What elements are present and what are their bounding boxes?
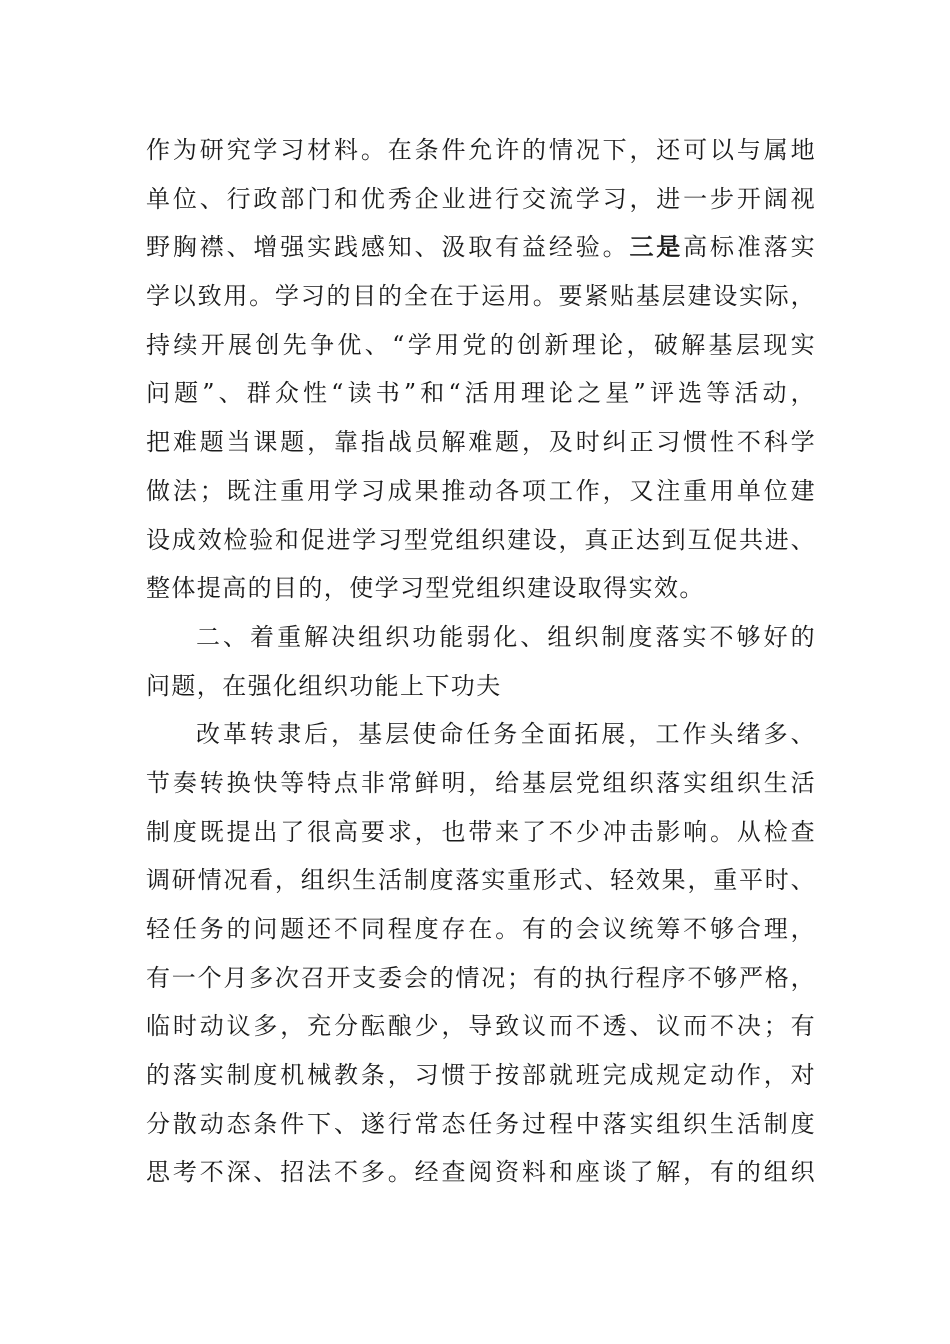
text-line: 把难题当课题，靠指战员解难题，及时纠正习惯性不科学 bbox=[146, 428, 816, 457]
text-line: 有一个月多次召开支委会的情况；有的执行程序不够严格， bbox=[146, 963, 816, 992]
heading-line: 二、着重解决组织功能弱化、组织制度落实不够好的 bbox=[196, 622, 816, 651]
text-run: 野胸襟、增强实践感知、汲取有益经验。 bbox=[146, 233, 630, 262]
bold-keyword: 三是 bbox=[629, 232, 684, 262]
text-line: 作为研究学习材料。在条件允许的情况下，还可以与属地 bbox=[146, 136, 816, 164]
heading-line: 问题，在强化组织功能上下功夫 bbox=[146, 671, 502, 700]
paragraph-study-practice bbox=[146, 126, 816, 613]
text-line: 整体提高的目的，使学习型党组织建设取得实效。 bbox=[146, 574, 705, 603]
text-line bbox=[146, 223, 816, 272]
section-heading-two bbox=[146, 613, 816, 710]
text-line: 持续开展创先争优、“学用党的创新理论，破解基层现实 bbox=[146, 330, 816, 359]
document-page bbox=[146, 126, 816, 1197]
text-run: 高标准落实 bbox=[683, 233, 816, 262]
text-line: 临时动议多，充分酝酿少，导致议而不透、议而不决；有 bbox=[146, 1012, 816, 1041]
text-line: 问题”、群众性“读书”和“活用理论之星”评选等活动， bbox=[146, 379, 816, 408]
text-line: 单位、行政部门和优秀企业进行交流学习，进一步开阔视 bbox=[146, 184, 816, 213]
text-line: 设成效检验和促进学习型党组织建设，真正达到互促共进、 bbox=[146, 525, 816, 554]
text-line: 思考不深、招法不多。经查阅资料和座谈了解，有的组织 bbox=[146, 1158, 816, 1187]
text-line: 轻任务的问题还不同程度存在。有的会议统筹不够合理， bbox=[146, 915, 816, 943]
text-line: 的落实制度机械教条，习惯于按部就班完成规定动作，对 bbox=[146, 1061, 816, 1090]
text-line: 节奏转换快等特点非常鲜明，给基层党组织落实组织生活 bbox=[146, 768, 816, 797]
text-line: 做法；既注重用学习成果推动各项工作，又注重用单位建 bbox=[146, 476, 816, 505]
text-line: 改革转隶后，基层使命任务全面拓展，工作头绪多、 bbox=[196, 720, 816, 749]
text-line: 分散动态条件下、遂行常态任务过程中落实组织生活制度 bbox=[146, 1109, 816, 1138]
text-line: 制度既提出了很高要求，也带来了不少冲击影响。从检查 bbox=[146, 817, 816, 846]
text-line: 学以致用。学习的目的全在于运用。要紧贴基层建设实际， bbox=[146, 282, 816, 311]
paragraph-reform bbox=[146, 710, 816, 1197]
text-line: 调研情况看，组织生活制度落实重形式、轻效果，重平时、 bbox=[146, 866, 816, 895]
